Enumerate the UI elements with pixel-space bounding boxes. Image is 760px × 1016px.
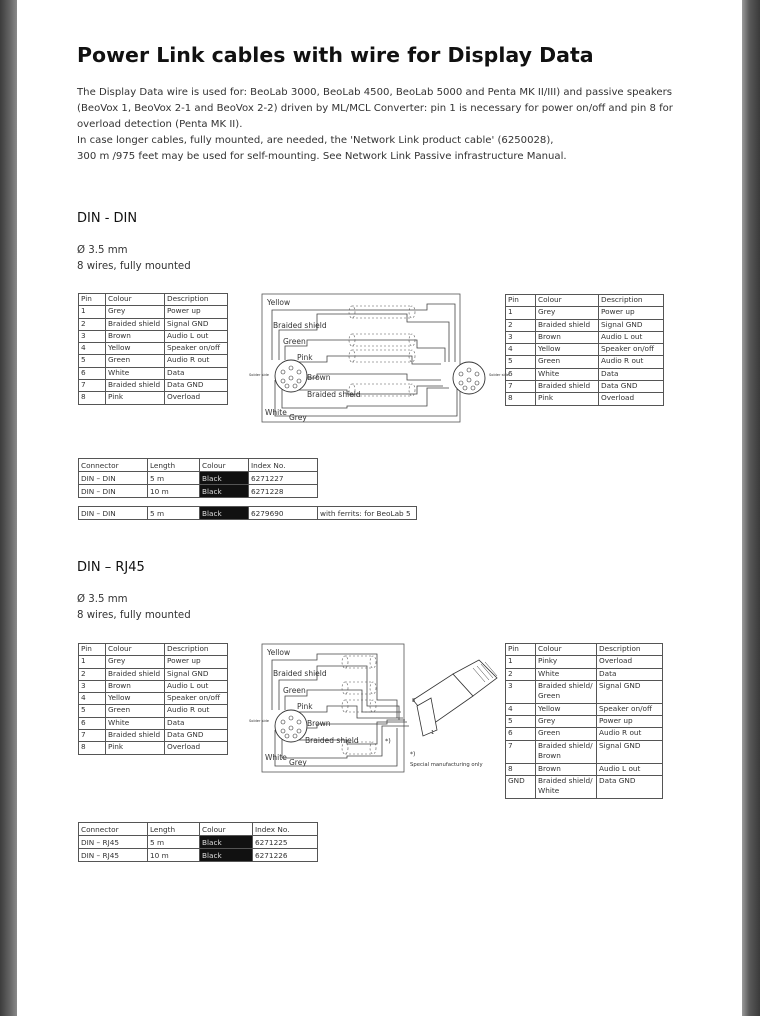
cell-index-no: 6271227	[249, 472, 318, 485]
header-colour: Colour	[200, 459, 249, 472]
cell-pin: 8	[506, 393, 536, 405]
cell-colour: Grey	[536, 716, 597, 728]
cell-colour: Braided shield	[106, 380, 165, 392]
table-row	[79, 367, 228, 379]
table-row	[506, 656, 663, 668]
table-row	[79, 485, 318, 498]
cell-pin: 3	[506, 331, 536, 343]
cell-pin: 7	[79, 380, 106, 392]
label-solder-side-right: Solder side	[489, 373, 509, 377]
cell-description: Data GND	[165, 730, 228, 742]
table-row	[506, 703, 663, 715]
cell-colour: Yellow	[536, 344, 599, 356]
table-row	[506, 740, 663, 763]
cell-pin: 8	[79, 392, 106, 404]
cell-colour: Pink	[536, 393, 599, 405]
din-din-connector-table	[78, 458, 318, 498]
viewer-frame-right	[742, 0, 760, 1016]
table-row	[79, 330, 228, 342]
cell-description: Signal GND	[165, 668, 228, 680]
label-pin-1: 1	[431, 730, 435, 736]
table-row	[79, 656, 228, 668]
table-row	[506, 344, 664, 356]
intro-paragraph-3: 300 m /975 feet may be used for self-mounting. See Network Link Passive infrastructure Manual.	[77, 151, 567, 162]
din-din-pin-table-left	[78, 293, 228, 405]
cell-pin: 4	[506, 344, 536, 356]
cell-description: Audio L out	[599, 331, 664, 343]
cell-pin: 2	[506, 668, 536, 680]
label-brown: Brown	[307, 373, 331, 382]
cell-description: Signal GND	[165, 318, 228, 330]
intro-text	[77, 85, 687, 165]
header-pin: Pin	[506, 295, 536, 307]
table-row	[79, 318, 228, 330]
diagram-frame	[262, 294, 460, 422]
cell-length: 5 m	[148, 836, 200, 849]
cell-description: Audio R out	[165, 705, 228, 717]
cell-index-no: 6271225	[253, 836, 318, 849]
table-row	[506, 393, 664, 405]
header-pin: Pin	[506, 644, 536, 656]
cell-pin: 6	[79, 367, 106, 379]
cell-colour: Braided shield/ Brown	[536, 740, 597, 763]
din-rj45-connector-table	[78, 822, 318, 862]
din-rj45-wiring-diagram	[227, 640, 507, 775]
header-colour: Colour	[106, 644, 165, 656]
din-plug-right-icon	[453, 362, 485, 394]
label-braided-shield-2: Braided shield	[305, 736, 359, 745]
label-braided-shield: Braided shield	[273, 321, 327, 330]
intro-paragraph-1: The Display Data wire is used for: BeoLab 3000, BeoLab 4500, BeoLab 5000 and Penta MK II/III) and passive speakers (BeoVox 1, BeoVox 2-1 and BeoVox 2-2) driven by ML/MCL Converter: pin 1 is necessary for power on/off and pin 8 for overload detection (Penta MK II).	[77, 87, 673, 130]
cell-description: Overload	[165, 742, 228, 754]
table-row	[79, 680, 228, 692]
table-row	[506, 668, 663, 680]
header-description: Description	[165, 644, 228, 656]
table-row	[79, 717, 228, 729]
cell-colour: Yellow	[106, 693, 165, 705]
header-index-no: Index No.	[249, 459, 318, 472]
table-row	[79, 380, 228, 392]
cell-description: Audio L out	[165, 680, 228, 692]
cell-description: Signal GND	[599, 319, 664, 331]
cell-length: 10 m	[148, 485, 200, 498]
cell-pin: 5	[506, 356, 536, 368]
cell-description: Audio R out	[597, 728, 663, 740]
page-title: Power Link cables with wire for Display Data	[77, 43, 594, 67]
table-row	[506, 319, 664, 331]
cell-colour: Black	[200, 485, 249, 498]
cell-colour: Braided shield/ Green	[536, 680, 597, 703]
table-row	[506, 331, 664, 343]
table-row	[79, 742, 228, 754]
header-description: Description	[599, 295, 664, 307]
din-din-meta	[77, 243, 191, 275]
table-row	[506, 381, 664, 393]
cell-colour: Green	[106, 705, 165, 717]
din-din-heading: DIN - DIN	[77, 211, 138, 226]
cell-pin: 1	[79, 656, 106, 668]
cell-pin: 2	[79, 668, 106, 680]
label-grey: Grey	[289, 758, 307, 767]
table-row	[79, 849, 318, 862]
cell-pin: 8	[506, 763, 536, 775]
table-row	[79, 472, 318, 485]
header-colour: Colour	[106, 294, 165, 306]
din-rj45-heading: DIN – RJ45	[77, 560, 145, 575]
cell-colour: Pink	[106, 392, 165, 404]
cell-description: Data GND	[165, 380, 228, 392]
label-green: Green	[283, 337, 306, 346]
cell-length: 5 m	[148, 472, 200, 485]
table-row	[79, 836, 318, 849]
cell-colour: White	[536, 368, 599, 380]
cell-length: 10 m	[148, 849, 200, 862]
cell-description: Audio R out	[599, 356, 664, 368]
cell-colour: White	[106, 367, 165, 379]
table-row	[79, 730, 228, 742]
cell-pin: 4	[79, 343, 106, 355]
cell-pin: 4	[79, 693, 106, 705]
din-plug-left-icon	[275, 360, 307, 392]
table-header-row	[79, 459, 318, 472]
din-rj45-wires: 8 wires, fully mounted	[77, 610, 191, 621]
cell-colour: Braided shield	[106, 318, 165, 330]
table-row	[79, 507, 417, 520]
cell-description: Overload	[599, 393, 664, 405]
cell-description: Speaker on/off	[165, 343, 228, 355]
cell-description: Data GND	[599, 381, 664, 393]
table-row	[79, 392, 228, 404]
cell-connector: DIN – DIN	[79, 507, 148, 520]
cell-colour: Grey	[106, 656, 165, 668]
cell-description: Data GND	[597, 776, 663, 799]
cell-description: Power up	[165, 306, 228, 318]
cell-connector: DIN – RJ45	[79, 836, 148, 849]
cell-description: Audio L out	[165, 330, 228, 342]
cell-colour: Brown	[536, 763, 597, 775]
cell-pin: 6	[79, 717, 106, 729]
cell-pin: 5	[79, 705, 106, 717]
cell-connector: DIN – DIN	[79, 485, 148, 498]
cell-pin: 7	[506, 381, 536, 393]
din-din-ferrit-table	[78, 506, 417, 520]
cell-colour: Pinky	[536, 656, 597, 668]
diagram-shields	[349, 306, 415, 396]
cell-pin: 8	[79, 742, 106, 754]
table-row	[506, 776, 663, 799]
cell-connector: DIN – DIN	[79, 472, 148, 485]
cell-description: Data	[165, 367, 228, 379]
cell-pin: 6	[506, 728, 536, 740]
header-pin: Pin	[79, 294, 106, 306]
label-white: White	[265, 408, 287, 417]
table-header-row	[79, 823, 318, 836]
cell-description: Signal GND	[597, 680, 663, 703]
cell-colour: Pink	[106, 742, 165, 754]
cell-pin: 5	[506, 716, 536, 728]
table-row	[506, 763, 663, 775]
header-index-no: Index No.	[253, 823, 318, 836]
label-pin-8: 8	[412, 698, 416, 704]
cell-colour: Brown	[536, 331, 599, 343]
din-din-diameter: Ø 3.5 mm	[77, 245, 128, 256]
cell-colour: White	[536, 668, 597, 680]
table-row	[79, 343, 228, 355]
header-colour: Colour	[536, 644, 597, 656]
label-pink: Pink	[297, 353, 313, 362]
header-colour: Colour	[536, 295, 599, 307]
table-row	[79, 306, 228, 318]
cell-description: Speaker on/off	[165, 693, 228, 705]
header-colour: Colour	[200, 823, 253, 836]
cell-colour: Black	[200, 836, 253, 849]
table-row	[506, 356, 664, 368]
cell-pin: 1	[506, 307, 536, 319]
header-pin: Pin	[79, 644, 106, 656]
cell-colour: Black	[200, 507, 249, 520]
cell-colour: Green	[536, 728, 597, 740]
label-star: *)	[385, 737, 391, 745]
cell-pin: 2	[506, 319, 536, 331]
cell-pin: 3	[79, 330, 106, 342]
table-header-row	[506, 644, 663, 656]
din-din-pin-table-right	[505, 294, 664, 406]
label-solder-side-left: Solder side	[249, 373, 269, 377]
cell-colour: Grey	[536, 307, 599, 319]
cell-description: Speaker on/off	[597, 703, 663, 715]
table-header-row	[79, 644, 228, 656]
cell-description: Data	[597, 668, 663, 680]
label-grey: Grey	[289, 413, 307, 422]
cell-description: Data	[599, 368, 664, 380]
cell-colour: Yellow	[536, 703, 597, 715]
cell-colour: Braided shield	[536, 381, 599, 393]
din-rj45-pin-table-left	[78, 643, 228, 755]
cell-index-no: 6279690	[249, 507, 318, 520]
table-row	[506, 680, 663, 703]
cell-index-no: 6271226	[253, 849, 318, 862]
cell-colour: Black	[200, 472, 249, 485]
cell-pin: 6	[506, 368, 536, 380]
cell-note: with ferrits: for BeoLab 5	[318, 507, 417, 520]
label-yellow: Yellow	[267, 648, 291, 657]
label-green: Green	[283, 686, 306, 695]
cell-pin: 4	[506, 703, 536, 715]
cell-description: Signal GND	[597, 740, 663, 763]
din-plug-icon	[275, 710, 307, 742]
cell-connector: DIN – RJ45	[79, 849, 148, 862]
din-rj45-pin-table-right	[505, 643, 663, 799]
cell-pin: 1	[506, 656, 536, 668]
cell-description: Audio L out	[597, 763, 663, 775]
cell-colour: White	[106, 717, 165, 729]
cell-colour: Green	[536, 356, 599, 368]
cell-description: Data	[165, 717, 228, 729]
cell-description: Power up	[599, 307, 664, 319]
cell-colour: Green	[106, 355, 165, 367]
label-pink: Pink	[297, 702, 313, 711]
cell-colour: Braided shield	[106, 668, 165, 680]
header-description: Description	[597, 644, 663, 656]
cell-colour: Black	[200, 849, 253, 862]
cell-index-no: 6271228	[249, 485, 318, 498]
table-header-row	[79, 294, 228, 306]
table-row	[79, 355, 228, 367]
header-description: Description	[165, 294, 228, 306]
cell-description: Overload	[597, 656, 663, 668]
label-white: White	[265, 753, 287, 762]
label-solder-side: Solder side	[249, 719, 269, 723]
cell-colour: Yellow	[106, 343, 165, 355]
label-brown: Brown	[307, 719, 331, 728]
din-din-wiring-diagram	[227, 290, 517, 426]
table-row	[506, 368, 664, 380]
cell-colour: Brown	[106, 330, 165, 342]
table-header-row	[506, 295, 664, 307]
cell-colour: Brown	[106, 680, 165, 692]
cell-pin: 7	[79, 730, 106, 742]
table-row	[79, 693, 228, 705]
header-length: Length	[148, 459, 200, 472]
cell-description: Power up	[597, 716, 663, 728]
cell-pin: 1	[79, 306, 106, 318]
label-yellow: Yellow	[267, 298, 291, 307]
cell-length: 5 m	[148, 507, 200, 520]
table-row	[506, 716, 663, 728]
label-braided-shield-2: Braided shield	[307, 390, 361, 399]
viewer-frame-left	[0, 0, 17, 1016]
label-star-note: *)	[410, 751, 416, 758]
cell-pin: 3	[79, 680, 106, 692]
din-din-wires: 8 wires, fully mounted	[77, 261, 191, 272]
document-page	[17, 0, 742, 1016]
header-connector: Connector	[79, 823, 148, 836]
cell-pin: GND	[506, 776, 536, 799]
cell-description: Speaker on/off	[599, 344, 664, 356]
cell-colour: Braided shield	[536, 319, 599, 331]
table-row	[79, 705, 228, 717]
cell-colour: Grey	[106, 306, 165, 318]
table-row	[506, 307, 664, 319]
header-connector: Connector	[79, 459, 148, 472]
cell-description: Audio R out	[165, 355, 228, 367]
intro-paragraph-2: In case longer cables, fully mounted, are needed, the 'Network Link product cable' (6250028),	[77, 135, 554, 146]
cell-pin: 7	[506, 740, 536, 763]
cell-pin: 5	[79, 355, 106, 367]
rj45-plug-icon	[413, 660, 497, 736]
cell-description: Power up	[165, 656, 228, 668]
label-special-manufacturing: Special manufacturing only	[410, 762, 483, 768]
table-row	[506, 728, 663, 740]
cell-colour: Braided shield	[106, 730, 165, 742]
cell-pin: 2	[79, 318, 106, 330]
label-braided-shield: Braided shield	[273, 669, 327, 678]
din-rj45-meta	[77, 592, 191, 624]
cell-colour: Braided shield/ White	[536, 776, 597, 799]
cell-description: Overload	[165, 392, 228, 404]
cell-pin: 3	[506, 680, 536, 703]
din-rj45-diameter: Ø 3.5 mm	[77, 594, 128, 605]
header-length: Length	[148, 823, 200, 836]
table-row	[79, 668, 228, 680]
